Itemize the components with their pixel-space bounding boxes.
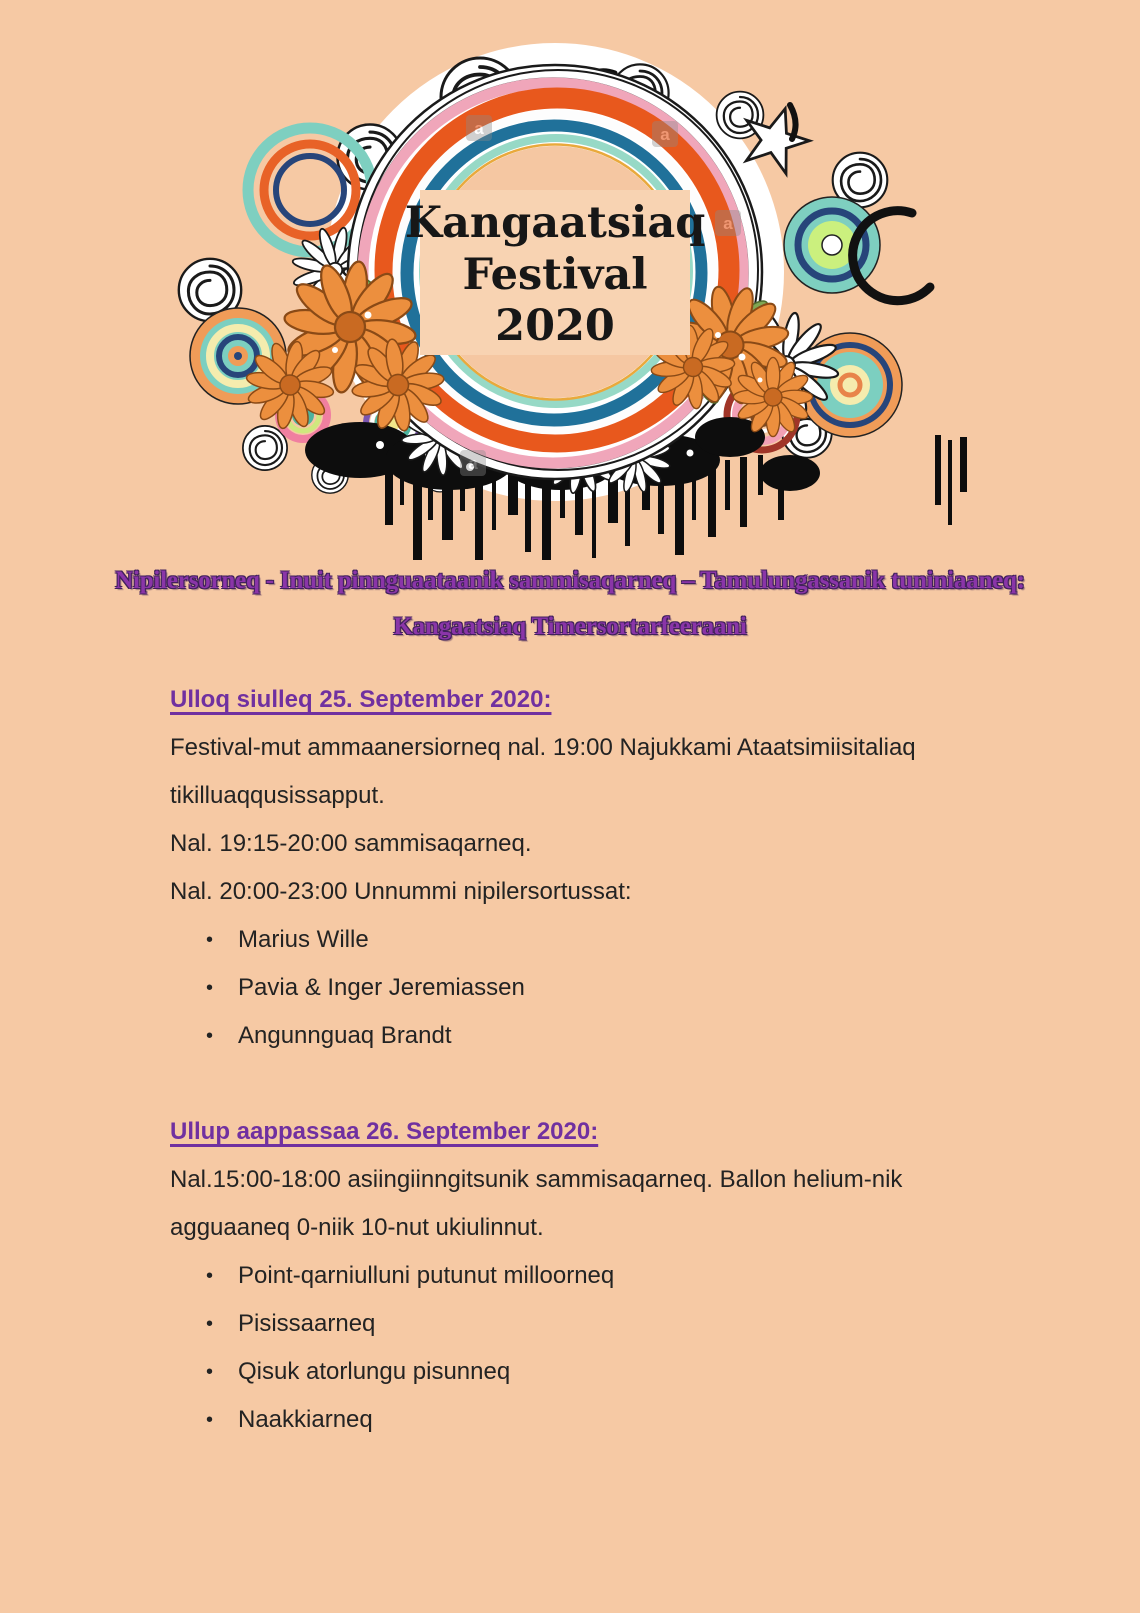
bullet-dot-icon: • (206, 977, 214, 999)
day2-bullet-item (170, 1300, 1070, 1348)
logo-title-line3: 2020 (495, 301, 615, 351)
bullet-dot-icon: • (206, 1265, 214, 1287)
performer-name: Angunnguaq Brandt (238, 1022, 452, 1049)
svg-text:a: a (468, 454, 478, 473)
svg-text:a: a (474, 119, 484, 138)
day1-paragraph-line: Nal. 20:00-23:00 Unnummi nipilersortussat: (170, 878, 632, 905)
activity-name: Point-qarniulluni putunut milloorneq (238, 1262, 615, 1289)
day1-paragraph-line: tikilluaqqusissapput. (170, 782, 385, 809)
festival-subtitle-line1: Nipilersorneq - Inuit pinnguaataanik sammisaqarneq – Tamulungassanik tuniniaaneq: (115, 567, 1025, 594)
activity-name: Qisuk atorlungu pisunneq (238, 1358, 511, 1385)
bullet-dot-icon: • (206, 1361, 214, 1383)
day2-bullet-item (170, 1396, 1070, 1444)
performer-name: Pavia & Inger Jeremiassen (238, 974, 525, 1001)
activity-name: Pisissaarneq (238, 1310, 376, 1337)
svg-text:a: a (723, 214, 733, 233)
logo-title-line2: Festival (462, 250, 648, 300)
festival-subtitle (0, 558, 1140, 650)
wreath-illustration-icon (130, 5, 1060, 565)
day1-bullet-item (170, 916, 1070, 964)
day1-paragraph-line: Nal. 19:15-20:00 sammisaqarneq. (170, 830, 532, 857)
day1-heading: Ulloq siulleq 25. September 2020: (170, 686, 552, 713)
bullet-dot-icon: • (206, 1025, 214, 1047)
performer-name: Marius Wille (238, 926, 369, 953)
bullet-dot-icon: • (206, 1409, 214, 1431)
day2-paragraph-line: Nal.15:00-18:00 asiingiinngitsunik sammisaqarneq. Ballon helium-nik (170, 1166, 903, 1193)
bullet-dot-icon: • (206, 929, 214, 951)
festival-wreath-logo (130, 5, 1060, 565)
day1-paragraph-line: Festival-mut ammaanersiorneq nal. 19:00 Najukkami Ataatsimiisitaliaq (170, 734, 916, 761)
festival-subtitle-line2: Kangaatsiaq Timersortarfeeraani (393, 613, 747, 640)
schedule-content (170, 676, 1070, 1444)
activity-name: Naakkiarneq (238, 1406, 373, 1433)
section-spacer (170, 1060, 1070, 1108)
day2-bullet-item (170, 1252, 1070, 1300)
day2-heading: Ullup aappassaa 26. September 2020: (170, 1118, 599, 1145)
bullet-dot-icon: • (206, 1313, 214, 1335)
day2-paragraph-line: agguaaneq 0-niik 10-nut ukiulinnut. (170, 1214, 544, 1241)
svg-text:a: a (660, 125, 670, 144)
day1-bullet-item (170, 964, 1070, 1012)
day1-bullet-item (170, 1012, 1070, 1060)
day2-bullet-item (170, 1348, 1070, 1396)
logo-title-line1: Kangaatsiaq (404, 198, 706, 248)
